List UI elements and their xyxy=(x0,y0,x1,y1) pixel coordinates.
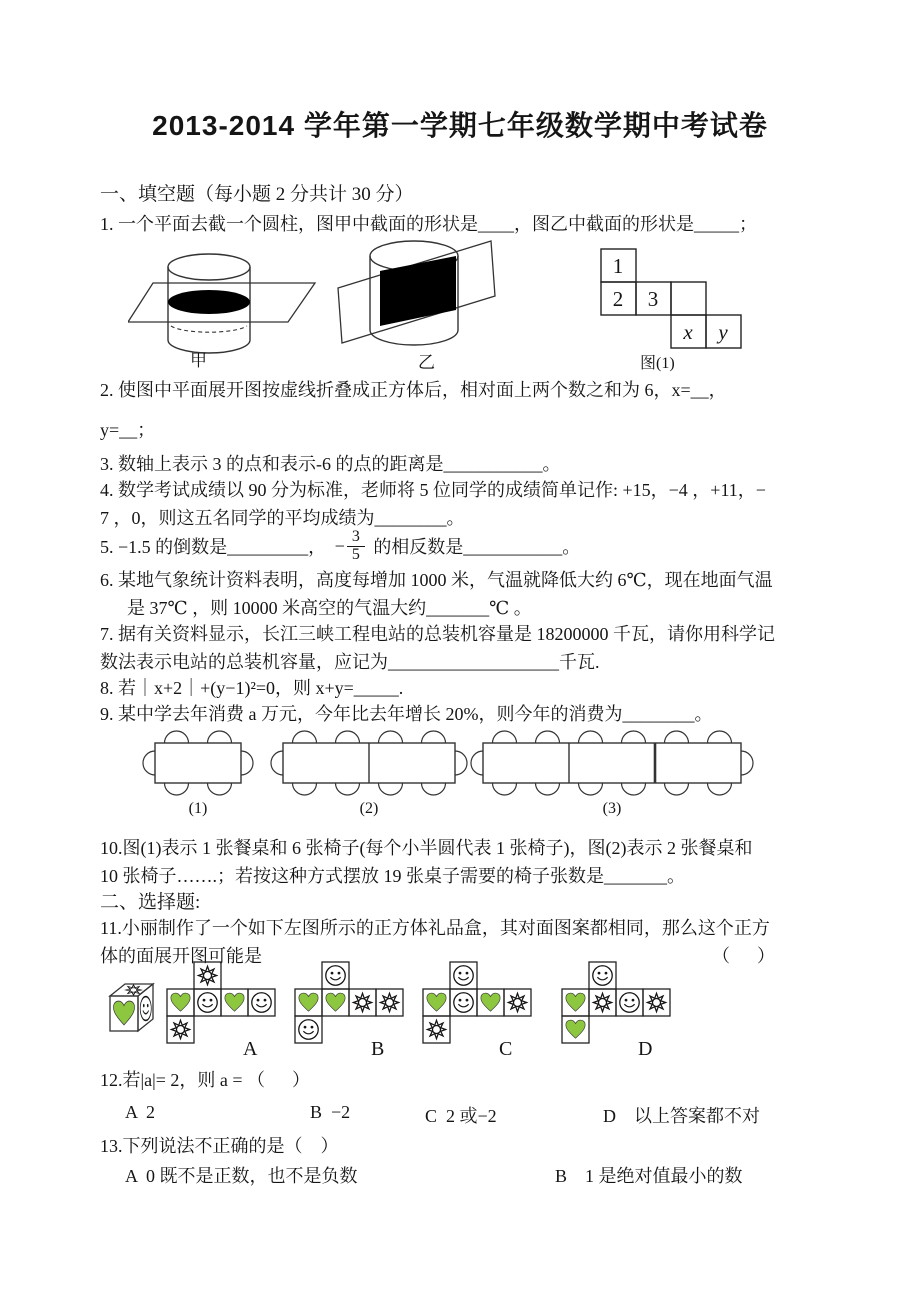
svg-text:A: A xyxy=(243,1038,258,1060)
section-fill-heading: 一、填空题（每小题 2 分共计 30 分） xyxy=(100,184,414,205)
net-figure-caption: 图(1) xyxy=(640,355,675,372)
svg-text:2: 2 xyxy=(612,287,624,311)
svg-text:B: B xyxy=(371,1038,385,1060)
q13-option-b: B 1 是绝对值最小的数 xyxy=(555,1166,743,1186)
question-7-line2: 数法表示电站的总装机容量，应记为___________________千瓦. xyxy=(100,652,600,672)
q12-option-c: C 2 或−2 xyxy=(425,1106,497,1126)
question-12: 12.若|a|= 2，则 a = （ ） xyxy=(100,1070,310,1090)
q12-option-b: B −2 xyxy=(310,1102,351,1122)
question-10-line2: 10 张椅子…….；若按这种方式摆放 19 张桌子需要的椅子张数是_______。 xyxy=(100,866,685,886)
svg-text:y: y xyxy=(718,320,728,344)
svg-text:D: D xyxy=(638,1038,653,1060)
question-10-line1: 10.图(1)表示 1 张餐桌和 6 张椅子(每个小半圆代表 1 张椅子)，图(2)表示 2 张餐桌和 xyxy=(100,838,753,858)
svg-text:(3): (3) xyxy=(602,800,622,817)
figure-jia-label: 甲 xyxy=(190,351,207,370)
question-9: 9. 某中学去年消费 a 万元，今年比去年增长 20%，则今年的消费为________。 xyxy=(100,704,713,724)
cube-net-options-figure xyxy=(105,958,695,1066)
svg-text:(1): (1) xyxy=(188,800,208,817)
question-3: 3. 数轴上表示 3 的点和表示-6 的点的距离是___________。 xyxy=(100,454,561,474)
question-11-line2: 体的面展开图可能是 xyxy=(100,946,262,966)
question-2-line1: 2. 使图中平面展开图按虚线折叠成正方体后，相对面上两个数之和为 6，x=__， xyxy=(100,380,727,400)
svg-text:1: 1 xyxy=(612,254,624,278)
number-net-figure xyxy=(598,243,768,355)
question-4-line1: 4. 数学考试成绩以 90 分为标准，老师将 5 位同学的成绩简单记作: +15，−4 ，+11，− xyxy=(100,480,766,500)
question-11-line1: 11.小丽制作了一个如下左图所示的正方体礼品盒，其对面图案都相同，那么这个正方 xyxy=(100,918,770,938)
cylinder-vertical-cut-figure xyxy=(328,236,578,378)
question-12-options xyxy=(125,1102,845,1128)
fraction-three-fifths: − $\frac{3}{5}$ xyxy=(335,529,365,564)
cylinder-horizontal-cut-figure xyxy=(128,240,328,368)
q12-option-d: D 以上答案都不对 xyxy=(603,1106,760,1126)
svg-text:(2): (2) xyxy=(359,800,379,817)
question-6-line1: 6. 某地气象统计资料表明，高度每增加 1000 米，气温就降低大约 6℃，现在地面气温 xyxy=(100,570,773,590)
q12-option-a: A 2 xyxy=(125,1102,156,1122)
question-5-after: 的相反数是___________。 xyxy=(368,537,581,557)
tables-chairs-figure xyxy=(130,722,780,818)
svg-text:C: C xyxy=(499,1038,513,1060)
question-8: 8. 若｜x+2｜+(y−1)²=0，则 x+y=_____. xyxy=(100,678,404,698)
svg-text:x: x xyxy=(683,320,693,344)
question-4-line2: 7 ，0，则这五名同学的平均成绩为________。 xyxy=(100,508,465,528)
question-13: 13.下列说法不正确的是（ ） xyxy=(100,1136,339,1156)
section-choice-heading: 二、选择题: xyxy=(100,892,201,913)
svg-text:3: 3 xyxy=(647,287,659,311)
question-2-line2: y=__； xyxy=(100,420,156,440)
question-11-answer-bracket: （ ） xyxy=(712,946,775,966)
question-7-line1: 7. 据有关资料显示，长江三峡工程电站的总装机容量是 18200000 千瓦，请你用科学记 xyxy=(100,624,775,644)
question-1: 1. 一个平面去截一个圆柱，图甲中截面的形状是____，图乙中截面的形状是_____； xyxy=(100,214,757,234)
question-5 xyxy=(100,524,580,568)
question-5-before: 5. −1.5 的倒数是_________， xyxy=(100,537,331,557)
question-6-line2: 是 37℃ ，则 10000 米高空的气温大约_______℃ 。 xyxy=(127,598,532,618)
q13-option-a: A 0 既不是正数，也不是负数 xyxy=(125,1166,358,1186)
page-title: 2013-2014 学年第一学期七年级数学期中考试卷 xyxy=(152,110,768,141)
question-13-options xyxy=(125,1162,845,1188)
figure-yi-label: 乙 xyxy=(418,353,435,372)
